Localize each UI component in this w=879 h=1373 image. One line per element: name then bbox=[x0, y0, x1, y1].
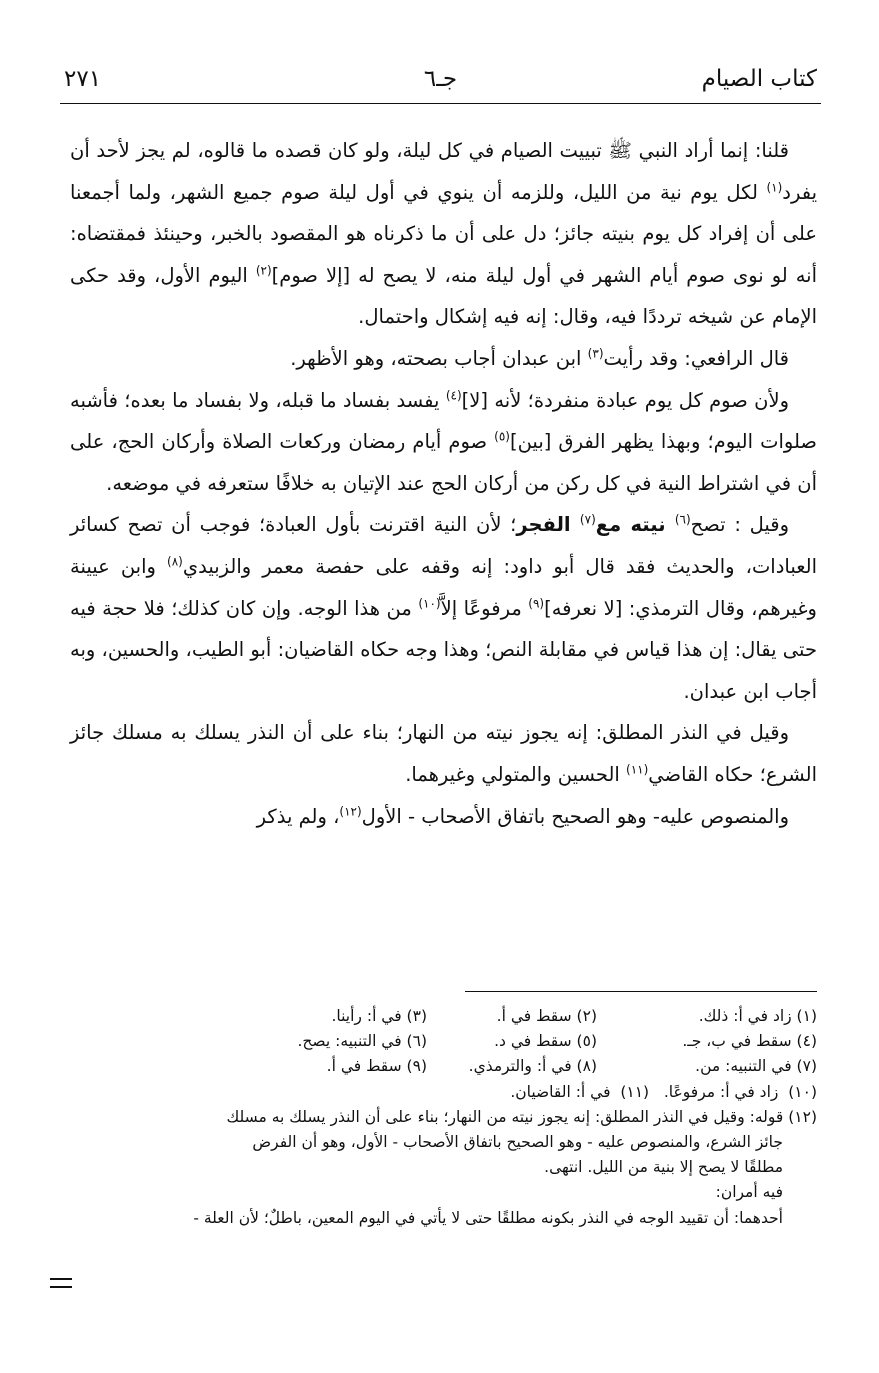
footnotes bbox=[68, 1004, 817, 1231]
footnote-ref-1[interactable]: (١) bbox=[766, 180, 783, 195]
footnote-5: (٥) سقط في د. bbox=[494, 1032, 597, 1051]
book-title: كتاب الصيام bbox=[701, 66, 817, 92]
paragraph-3: ولأن صوم كل يوم عبادة منفردة؛ لأنه [لا]$^{(٤)}$ يفسد بفساد ما قبله، ولا بفساد ما بعده؛ فأشبه صلوات اليوم؛ وبهذا يظهر الفرق [بين]$^{(٥)}$ صوم أيام رمضان وركعات الصلاة وأركان الحج، على أن في اشتراط النية في كل ركن من أركان الحج عند الإتيان به خلافًا ستعرفه في موضعه. bbox=[70, 388, 817, 495]
footnote-3: (٣) في أ: رأينا. bbox=[331, 1007, 427, 1025]
footnote-ref-9[interactable]: (٩) bbox=[528, 596, 545, 611]
continuation-mark bbox=[50, 1278, 72, 1288]
header-rule bbox=[60, 103, 821, 104]
paragraph-4: وقيل : تصح$^{(٦)}$ نيته مع$^{(٧)}$ الفجر؛ لأن النية اقترنت بأول العبادة؛ فوجب أن تصح كسائر العبادات، والحديث فقد قال أبو داود: إنه وقفه على حفصة معمر والزبيدي$^{(٨)}$ وابن عيينة وغيرهم، وقال الترمذي: [لا نعرفه]$^{(٩)}$ مرفوعًا إلاَّ$^{(١٠)}$ من هذا الوجه. وإن كان كذلك؛ فلا حجة فيه حتى يقال: إن هذا قياس في مقابلة النص؛ وهذا وجه حكاه القاضيان: أبو الطيب، والحسين، وبه أجاب ابن عبدان. bbox=[70, 512, 817, 703]
footnote-12-line-3: مطلقًا لا يصح إلا بنية من الليل. انتهى. bbox=[544, 1158, 783, 1177]
running-header bbox=[60, 62, 821, 102]
footnote-ref-10[interactable]: (١٠) bbox=[418, 596, 441, 611]
footnote-4: (٤) سقط في ب، جـ. bbox=[682, 1032, 817, 1051]
footnote-2: (٢) سقط في أ. bbox=[496, 1007, 597, 1025]
footnote-12-line-2: جائز الشرع، والمنصوص عليه - وهو الصحيح باتفاق الأصحاب - الأول، وهو أن الفرض bbox=[252, 1133, 783, 1152]
footnote-1: (١) زاد في أ: ذلك. bbox=[698, 1007, 817, 1025]
main-text bbox=[70, 130, 817, 837]
footnote-ref-8[interactable]: (٨) bbox=[167, 554, 183, 569]
footnote-ref-12[interactable]: (١٢) bbox=[339, 804, 362, 818]
footnote-9: (٩) سقط في أ. bbox=[326, 1057, 427, 1076]
footnote-ref-3[interactable]: (٣) bbox=[587, 346, 604, 361]
footnote-12-continuation bbox=[68, 1130, 817, 1231]
footnote-7: (٧) في التنبيه: من. bbox=[695, 1057, 817, 1076]
paragraph-5: وقيل في النذر المطلق: إنه يجوز نيته من النهار؛ بناء على أن النذر يسلك به مسلك جائز الشرع؛ حكاه القاضي$^{(١١)}$ الحسين والمتولي وغيرهما. bbox=[70, 721, 817, 786]
footnote-ref-11[interactable]: (١١) bbox=[626, 762, 649, 777]
footnote-12-line-5: أحدهما: أن تقييد الوجه في النذر بكونه مطلقًا حتى لا يأتي في اليوم المعين، باطلٌ؛ لأن العلة - bbox=[193, 1208, 783, 1227]
footnote-12 bbox=[68, 1105, 817, 1231]
footnote-rule bbox=[465, 991, 817, 992]
footnote-12-line-4: فيه أمران: bbox=[715, 1183, 783, 1202]
footnote-ref-4[interactable]: (٤) bbox=[445, 388, 462, 403]
footnote-ref-5[interactable]: (٥) bbox=[494, 429, 510, 444]
paragraph-1: قلنا: إنما أراد النبي ﷺ تبييت الصيام في كل ليلة، ولو كان قصده ما قالوه، لم يجز لأحد أن يفرد$^{(١)}$ لكل يوم نية من الليل، وللزمه أن ينوي في أول ليلة صوم جميع الشهر، ولما أجمعنا على أن إفراد كل يوم بنيته جائز؛ دل على أن ما ذكرناه هو المقصود بالخبر، وحينئذ فمقتضاه: أنه لو نوى صوم أيام الشهر في أول ليلة منه، لا يصح له [إلا صوم]$^{(٢)}$ اليوم الأول، وقد حكى الإمام عن شيخه ترددًا فيه، وقال: إنه فيه إشكال واحتمال. bbox=[70, 139, 818, 329]
page-number: ٢٧١ bbox=[64, 66, 102, 92]
paragraph-2: قال الرافعي: وقد رأيت$^{(٣)}$ ابن عبدان أجاب بصحته، وهو الأظهر. bbox=[290, 346, 789, 370]
footnote-ref-6[interactable]: (٦) bbox=[674, 512, 691, 527]
footnote-6: (٦) في التنبيه: يصح. bbox=[297, 1032, 427, 1051]
footnote-ref-2[interactable]: (٢) bbox=[255, 263, 272, 278]
footnote-8: (٨) في أ: والترمذي. bbox=[468, 1057, 597, 1076]
footnote-grid bbox=[68, 1004, 817, 1080]
paragraph-6: والمنصوص عليه- وهو الصحيح باتفاق الأصحاب - الأول$^{(١٢)}$، ولم يذكر bbox=[256, 804, 789, 828]
footnote-ref-7[interactable]: (٧) bbox=[579, 512, 596, 527]
footnote-12-line-1: (١٢) قوله: وقيل في النذر المطلق: إنه يجوز نيته من النهار؛ بناء على أن النذر يسلك به مسلك bbox=[226, 1107, 817, 1126]
volume-label: جـ٦ bbox=[423, 66, 458, 92]
footnote-10-11: (١٠) زاد في أ: مرفوعًا. (١١) في أ: القاضيان. bbox=[510, 1082, 817, 1101]
